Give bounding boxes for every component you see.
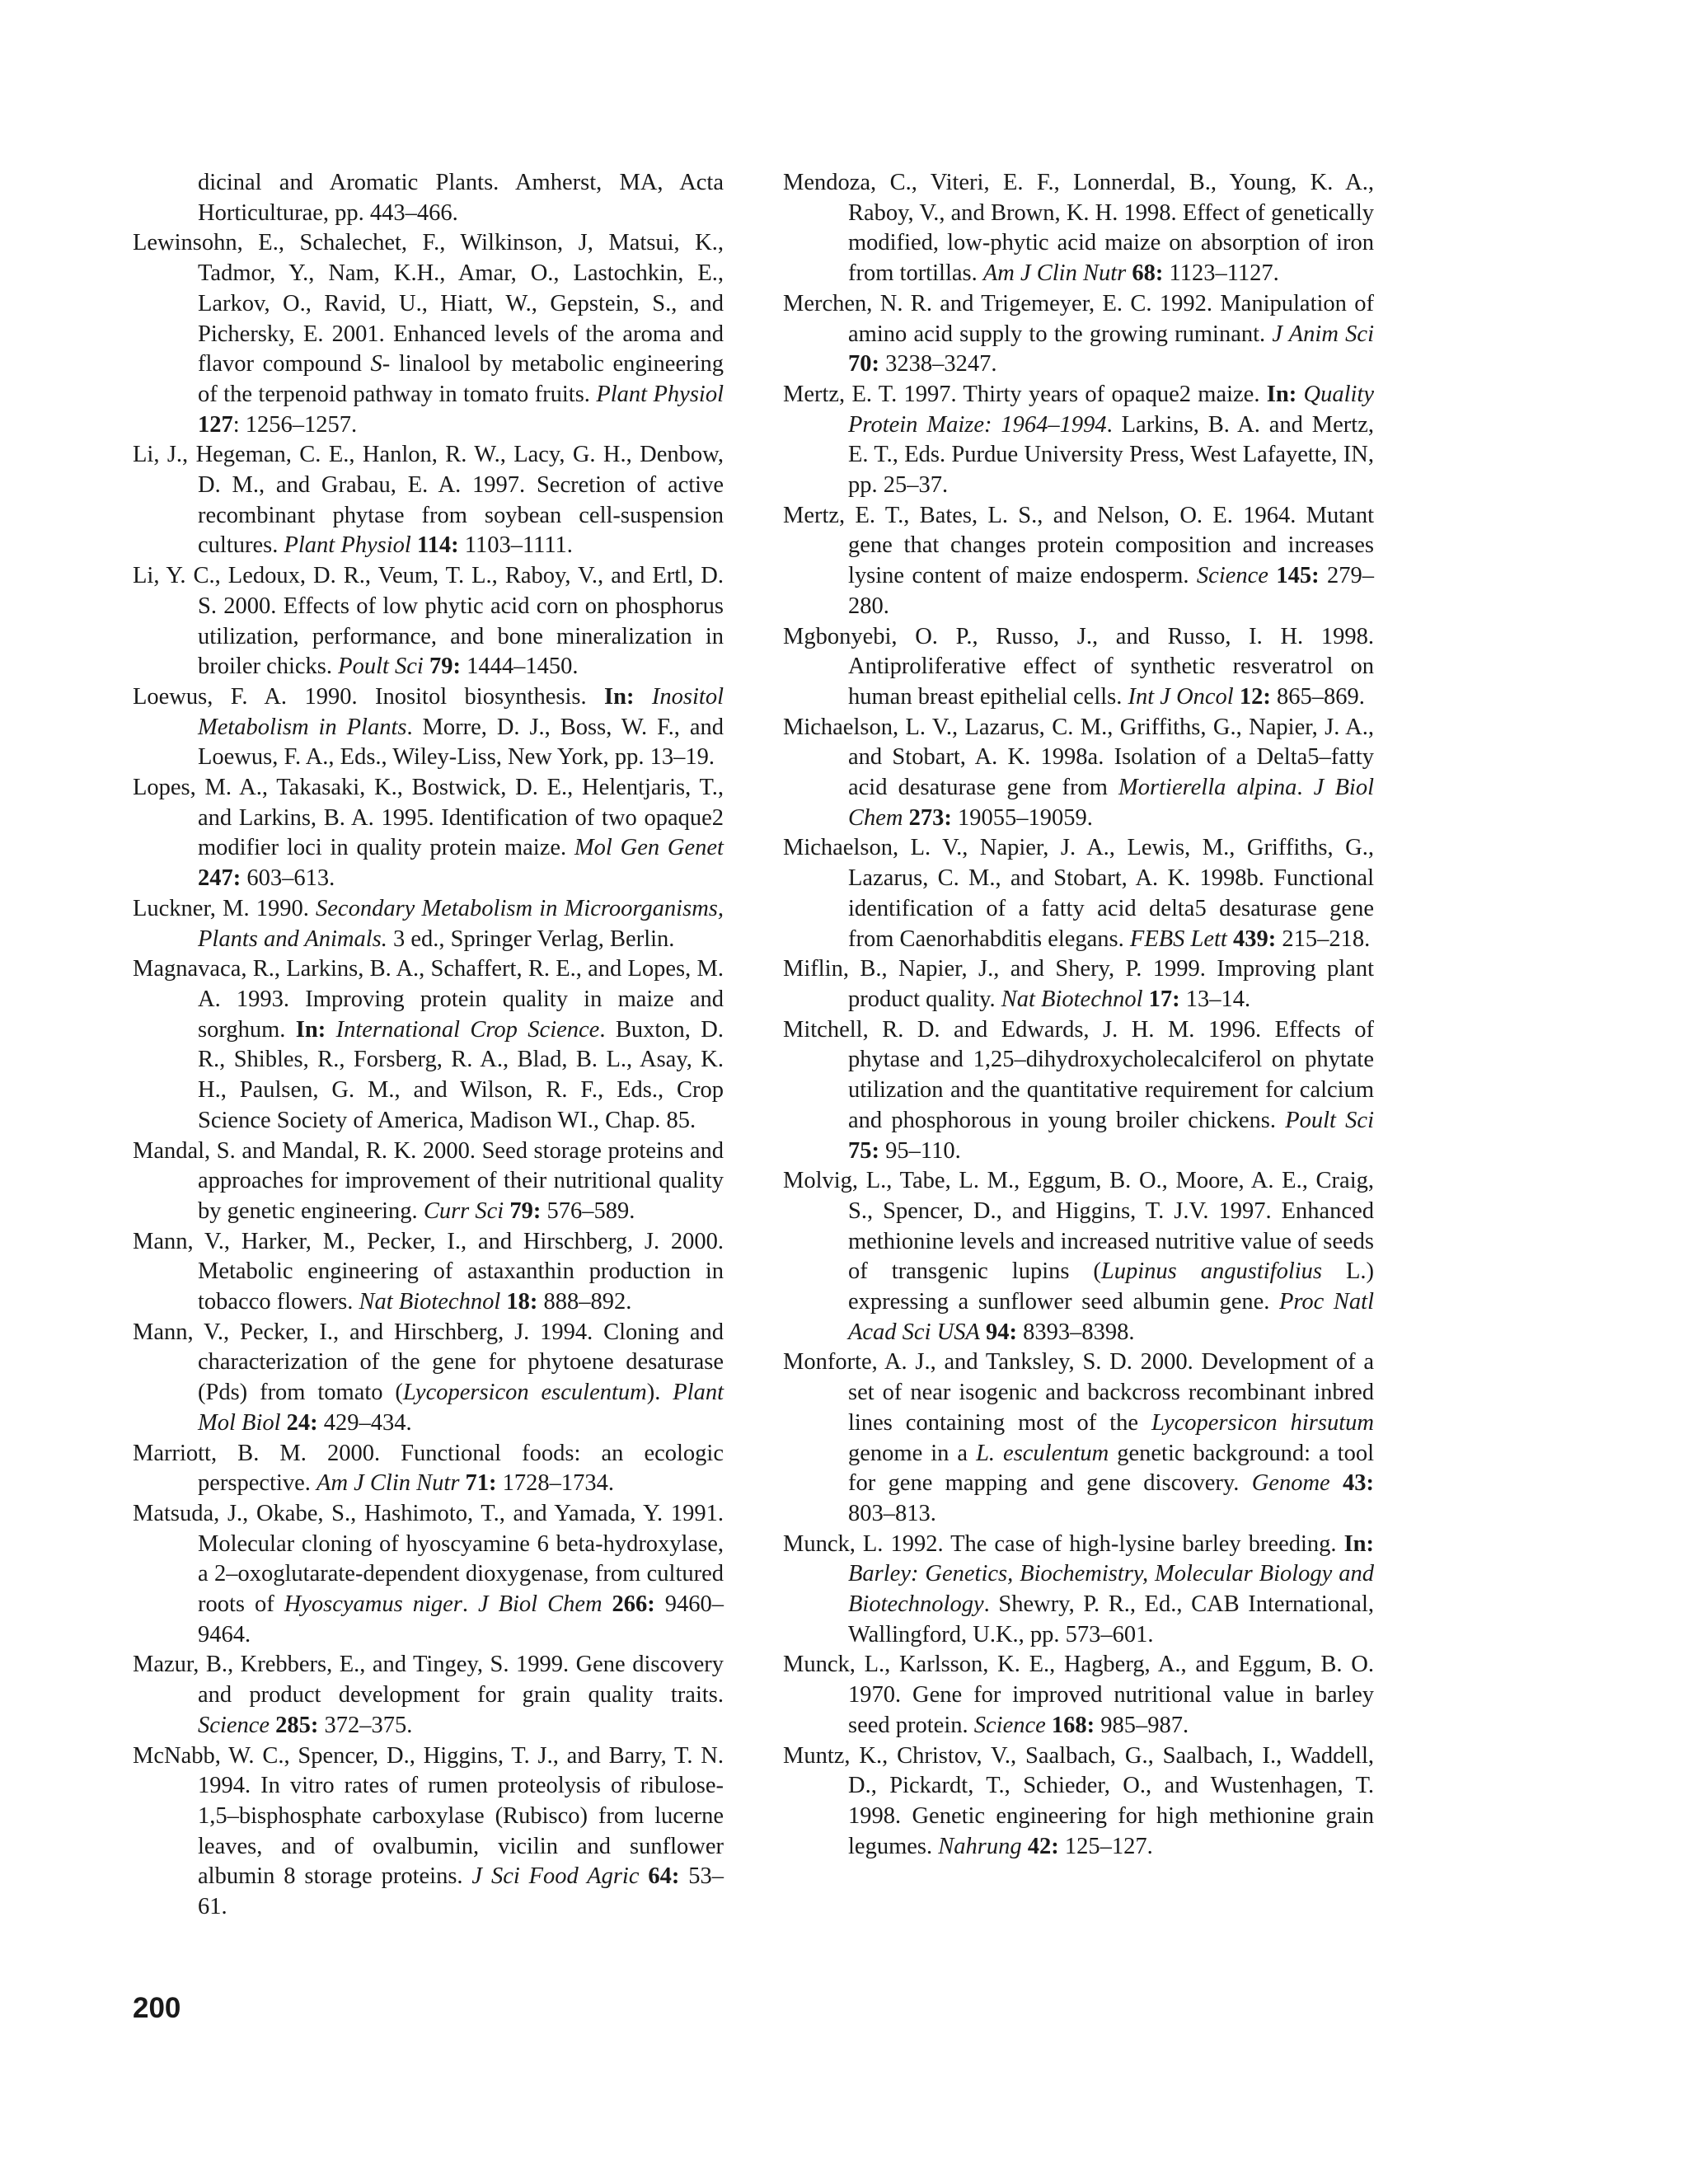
- italic-text: Lupinus angustifolius: [1100, 1258, 1322, 1285]
- text-run: 1444–1450.: [460, 654, 579, 680]
- bold-text: 71:: [465, 1470, 497, 1497]
- text-run: Mann, V., Harker, M., Pecker, I., and Hirschberg, J. 2000. Metabolic engineering of astaxanthin production in tobacco flowers.: [133, 1228, 724, 1315]
- italic-text: Quality Protein Maize: 1964–1994: [848, 381, 1375, 438]
- text-run: L.) expressing a sunflower seed albumin gene.: [848, 1258, 1374, 1315]
- reference-entry: [783, 833, 1374, 954]
- text-run: Li, J., Hegeman, C. E., Hanlon, R. W., Lacy, G. H., Denbow, D. M., and Grabau, E. A. 1997. Secretion of active recombinant phytase from soybean cell-suspension cultures.: [133, 442, 724, 559]
- italic-text: Lycopersicon hirsutum: [1151, 1409, 1374, 1436]
- text-run: . Larkins, B. A. and Mertz, E. T., Eds. Purdue University Press, West Lafayette, IN, pp. 25–37.: [848, 411, 1374, 499]
- reference-entry: [783, 622, 1374, 713]
- text-run: [980, 1319, 986, 1345]
- bold-text: 75:: [848, 1137, 879, 1164]
- bold-text: 68:: [1132, 260, 1164, 287]
- text-run: 9460–9464.: [198, 1591, 724, 1647]
- text-run: Magnavaca, R., Larkins, B. A., Schaffert, R. E., and Lopes, M. A. 1993. Improving protein quality in maize and sorghum.: [133, 956, 724, 1043]
- italic-text: Nahrung: [938, 1833, 1022, 1859]
- italic-text: Plant Mol Biol: [198, 1380, 724, 1436]
- text-run: Mazur, B., Krebbers, E., and Tingey, S. 1999. Gene discovery and product development for grain quality traits.: [133, 1652, 724, 1708]
- text-run: Marriott, B. M. 2000. Functional foods: an ecologic perspective.: [133, 1440, 724, 1497]
- text-run: 603–613.: [241, 865, 335, 892]
- bold-text: 94:: [986, 1319, 1017, 1345]
- reference-column-left: [133, 168, 724, 1923]
- reference-entry: [783, 380, 1374, 501]
- text-run: 125–127.: [1058, 1833, 1153, 1859]
- text-run: 279–280.: [848, 563, 1375, 619]
- italic-text: Inositol Metabolism in Plants: [198, 683, 724, 740]
- text-run: .: [1296, 775, 1314, 801]
- text-run: [1234, 684, 1240, 710]
- text-run: Li, Y. C., Ledoux, D. R., Veum, T. L., Raboy, V., and Ertl, D. S. 2000. Effects of low phytic acid corn on phosphorus utilization, performance, and bone mineralization in broiler chicks.: [133, 563, 724, 680]
- text-run: Muntz, K., Christov, V., Saalbach, G., Saalbach, I., Waddell, D., Pickardt, T., Schieder, O., and Wustenhagen, T. 1998. Genetic engineering for high methionine grain legumes.: [783, 1742, 1374, 1859]
- italic-text: Science: [198, 1712, 270, 1738]
- reference-entry: [133, 1318, 724, 1439]
- text-run: [411, 532, 417, 558]
- reference-column-right: [783, 168, 1374, 1862]
- text-run: 985–987.: [1095, 1712, 1189, 1738]
- italic-text: Poult Sci: [338, 654, 424, 680]
- reference-entry: [783, 1530, 1374, 1651]
- bold-text: 273:: [908, 804, 952, 831]
- reference-entry: [133, 682, 724, 773]
- reference-entry: [783, 1650, 1374, 1741]
- italic-text: FEBS Lett: [1129, 926, 1227, 952]
- text-run: [634, 684, 651, 710]
- reference-entry: [133, 954, 724, 1136]
- bold-text: 285:: [275, 1712, 319, 1738]
- text-run: Miflin, B., Napier, J., and Shery, P. 1999. Improving plant product quality.: [783, 956, 1374, 1012]
- text-run: 95–110.: [879, 1137, 961, 1164]
- text-run: - linalool by metabolic engineering of the terpenoid pathway in tomato fruits.: [198, 351, 724, 407]
- italic-text: Secondary Metabolism in Microorganisms, Plants and Animals.: [198, 895, 724, 952]
- reference-entry: [133, 1439, 724, 1499]
- italic-text: J Biol Chem: [848, 775, 1374, 831]
- reference-entry: [133, 561, 724, 682]
- italic-text: Int J Oncol: [1128, 683, 1234, 710]
- italic-text: Poult Sci: [1285, 1107, 1374, 1133]
- italic-text: Barley: Genetics, Biochemistry, Molecular Biology and Biotechnology: [848, 1561, 1374, 1618]
- bold-text: 64:: [648, 1863, 680, 1890]
- bold-text: 79:: [509, 1197, 542, 1224]
- reference-entry: [133, 1741, 724, 1923]
- text-run: 3238–3247.: [879, 351, 997, 377]
- text-run: 1728–1734.: [496, 1470, 615, 1497]
- bold-text: In:: [604, 683, 635, 710]
- bold-text: 79:: [429, 654, 461, 680]
- text-run: 865–869.: [1270, 683, 1365, 710]
- text-run: 8393–8398.: [1017, 1319, 1135, 1345]
- text-run: [903, 805, 909, 831]
- reference-entry: [133, 1650, 724, 1741]
- reference-entry: [783, 1166, 1374, 1347]
- text-run: Munck, L., Karlsson, K. E., Hagberg, A., and Eggum, B. O. 1970. Gene for improved nutritional value in barley seed protein.: [783, 1652, 1374, 1738]
- text-run: Michaelson, L. V., Napier, J. A., Lewis, M., Griffiths, G., Lazarus, C. M., and Stobart, A. K. 1998b. Functional identification of a fatty acid delta5 desaturase gene from Caenorhabditis elegans.: [783, 835, 1374, 952]
- italic-text: Nat Biotechnol: [1001, 986, 1143, 1012]
- text-run: 576–589.: [541, 1197, 635, 1224]
- text-run: [640, 1863, 649, 1889]
- italic-text: Mol Gen Genet: [574, 835, 724, 861]
- text-run: 53–61.: [198, 1863, 724, 1920]
- bold-text: In:: [295, 1016, 326, 1043]
- text-run: Matsuda, J., Okabe, S., Hashimoto, T., and Yamada, Y. 1991. Molecular cloning of hyoscyamine 6 beta-hydroxylase, a 2–oxoglutarate-dependent dioxygenase, from cultured roots of: [133, 1500, 724, 1618]
- text-run: [459, 1470, 465, 1496]
- reference-entry: [783, 1015, 1374, 1167]
- reference-entry: [783, 501, 1374, 622]
- text-run: Mertz, E. T., Bates, L. S., and Nelson, O. E. 1964. Mutant gene that changes protein composition and increases lysine content of maize endosperm.: [783, 502, 1374, 589]
- italic-text: Lycopersicon esculentum: [402, 1380, 647, 1406]
- page-number: 200: [133, 1992, 181, 2024]
- bold-text: 42:: [1027, 1833, 1059, 1859]
- bold-text: 17:: [1148, 986, 1180, 1012]
- italic-text: J Sci Food Agric: [471, 1863, 640, 1890]
- text-run: dicinal and Aromatic Plants. Amherst, MA, Acta Horticulturae, pp. 443–466.: [198, 170, 724, 226]
- text-run: 215–218.: [1276, 926, 1371, 952]
- italic-text: Genome: [1251, 1470, 1330, 1497]
- italic-text: International Crop Science: [335, 1016, 600, 1043]
- italic-text: Plant Physiol: [596, 381, 724, 407]
- italic-text: Am J Clin Nutr: [316, 1470, 460, 1497]
- text-run: [1022, 1834, 1028, 1859]
- text-run: [326, 1017, 335, 1043]
- reference-entry: [133, 440, 724, 561]
- text-run: Mertz, E. T. 1997. Thirty years of opaque2 maize.: [783, 381, 1267, 407]
- italic-text: J Anim Sci: [1272, 321, 1374, 347]
- italic-text: Science: [1196, 563, 1268, 589]
- text-run: 803–813.: [848, 1500, 936, 1526]
- text-run: [1143, 987, 1149, 1012]
- bold-text: In:: [1343, 1530, 1374, 1557]
- italic-text: Am J Clin Nutr: [982, 260, 1127, 287]
- italic-text: Proc Natl Acad Sci USA: [848, 1289, 1374, 1345]
- text-run: genome in a: [848, 1440, 977, 1466]
- bold-text: 439:: [1232, 926, 1277, 952]
- text-run: 888–892.: [537, 1289, 632, 1315]
- text-run: 13–14.: [1179, 986, 1251, 1012]
- reference-entry: [783, 713, 1374, 834]
- reference-entry: [133, 1227, 724, 1318]
- text-run: Mitchell, R. D. and Edwards, J. H. M. 1996. Effects of phytase and 1,25–dihydroxycholecalciferol on phytate utilization and the quantitative requirement for calcium and phosphorous in young broiler chickens.: [783, 1016, 1374, 1133]
- bold-text: 24:: [286, 1409, 318, 1436]
- bold-text: 266:: [612, 1591, 655, 1618]
- text-run: [1046, 1713, 1052, 1738]
- text-run: 1103–1111.: [458, 532, 573, 559]
- text-run: : 1256–1257.: [232, 411, 358, 438]
- text-run: Michaelson, L. V., Lazarus, C. M., Griffiths, G., Napier, J. A., and Stobart, A. K. 1998a. Isolation of a Delta5–fatty acid desaturase gene from: [783, 714, 1374, 801]
- text-run: [1296, 382, 1303, 407]
- bold-text: 145:: [1276, 563, 1320, 589]
- bold-text: 12:: [1239, 683, 1271, 710]
- text-run: ).: [646, 1380, 673, 1406]
- text-run: Mann, V., Pecker, I., and Hirschberg, J. 1994. Cloning and characterization of the gene for phytoene desaturase (Pds) from tomato (: [133, 1319, 724, 1406]
- bold-text: 247:: [198, 865, 241, 892]
- text-run: McNabb, W. C., Spencer, D., Higgins, T. J., and Barry, T. N. 1994. In vitro rates of rumen proteolysis of ribulose-1,5–bisphosphate carboxylase (Rubisco) from lucerne leaves, and of ovalbumin, vicilin and sunflower albumin 8 storage proteins.: [133, 1742, 724, 1890]
- text-run: Mgbonyebi, O. P., Russo, J., and Russo, I. H. 1998. Antiproliferative effect of synthetic resveratrol on human breast epithelial cells.: [783, 623, 1374, 710]
- italic-text: L. esculentum: [976, 1440, 1109, 1466]
- text-run: 372–375.: [318, 1712, 413, 1738]
- bold-text: 18:: [506, 1289, 538, 1315]
- text-run: 429–434.: [317, 1409, 412, 1436]
- reference-entry: [783, 168, 1374, 289]
- text-run: Loewus, F. A. 1990. Inositol biosynthesis.: [133, 683, 605, 710]
- italic-text: Nat Biotechnol: [359, 1289, 501, 1315]
- text-run: Mendoza, C., Viteri, E. F., Lonnerdal, B., Young, K. A., Raboy, V., and Brown, K. H. 1998. Effect of genetically modified, low-phytic acid maize on absorption of iron from tortillas.: [783, 170, 1374, 287]
- reference-entry: [133, 1499, 724, 1651]
- reference-entry: [133, 168, 724, 228]
- reference-entry: [783, 1347, 1374, 1529]
- text-run: Monforte, A. J., and Tanksley, S. D. 2000. Development of a set of near isogenic and backcross recombinant inbred lines containing most of the: [783, 1349, 1374, 1436]
- text-run: [1227, 926, 1233, 952]
- text-run: . Shewry, P. R., Ed., CAB International, Wallingford, U.K., pp. 573–601.: [848, 1591, 1374, 1647]
- text-run: genetic background: a tool for gene mapping and gene discovery.: [848, 1440, 1374, 1497]
- italic-text: Curr Sci: [423, 1197, 504, 1224]
- text-run: 1123–1127.: [1163, 260, 1279, 287]
- bold-text: 114:: [416, 532, 459, 559]
- text-run: 3 ed., Springer Verlag, Berlin.: [387, 926, 675, 952]
- text-run: [281, 1410, 287, 1436]
- text-run: Luckner, M. 1990.: [133, 895, 316, 921]
- text-run: Lewinsohn, E., Schalechet, F., Wilkinson, J, Matsui, K., Tadmor, Y., Nam, K.H., Amar, O., Lastochkin, E., Larkov, O., Ravid, U., Hiatt, W., Gepstein, S., and Pichersky, E. 2001. Enhanced levels of the aroma and flavor compound: [133, 230, 724, 377]
- text-run: Mandal, S. and Mandal, R. K. 2000. Seed storage proteins and approaches for improvement of their nutritional quality by genetic engineering.: [133, 1137, 724, 1224]
- italic-text: J Biol Chem: [477, 1591, 603, 1618]
- bold-text: 168:: [1051, 1712, 1095, 1738]
- reference-entry: [783, 289, 1374, 380]
- text-run: Merchen, N. R. and Trigemeyer, E. C. 1992. Manipulation of amino acid supply to the growing ruminant.: [783, 290, 1374, 347]
- text-run: Munck, L. 1992. The case of high-lysine barley breeding.: [783, 1530, 1344, 1557]
- text-run: . Morre, D. J., Boss, W. F., and Loewus, F. A., Eds., Wiley-Liss, New York, pp. 13–19.: [198, 714, 724, 771]
- text-run: .: [462, 1591, 478, 1618]
- text-run: Lopes, M. A., Takasaki, K., Bostwick, D. E., Helentjaris, T., and Larkins, B. A. 1995. Identification of two opaque2 modifier loci in quality protein maize.: [133, 775, 724, 861]
- text-run: [1268, 563, 1276, 588]
- text-run: [424, 654, 429, 679]
- reference-entry: [783, 954, 1374, 1015]
- italic-text: Plant Physiol: [284, 532, 411, 559]
- italic-text: Mortierella alpina: [1118, 775, 1297, 801]
- text-run: [603, 1591, 612, 1617]
- reference-entry: [133, 894, 724, 954]
- reference-entry: [783, 1741, 1374, 1863]
- text-run: 19055–19059.: [951, 804, 1093, 831]
- text-run: Molvig, L., Tabe, L. M., Eggum, B. O., Moore, A. E., Craig, S., Spencer, D., and Higgins, T. J.V. 1997. Enhanced methionine levels and increased nutritive value of seeds of transgenic lupins (: [783, 1168, 1374, 1285]
- reference-entry: [133, 1137, 724, 1227]
- bold-text: 43:: [1343, 1470, 1375, 1497]
- italic-text: Hyoscyamus niger: [284, 1591, 462, 1618]
- italic-text: Science: [973, 1712, 1046, 1738]
- reference-entry: [133, 773, 724, 894]
- bold-text: 127: [198, 411, 233, 438]
- bold-text: 70:: [848, 351, 879, 377]
- reference-entry: [133, 228, 724, 440]
- text-run: . Buxton, D. R., Shibles, R., Forsberg, R. A., Blad, B. L., Asay, K. H., Paulsen, G. M., and Wilson, R. F., Eds., Crop Science Society of America, Madison WI., Chap. 85.: [198, 1016, 724, 1133]
- text-run: [1330, 1470, 1343, 1496]
- bold-text: In:: [1266, 381, 1297, 407]
- italic-text: S: [370, 351, 382, 377]
